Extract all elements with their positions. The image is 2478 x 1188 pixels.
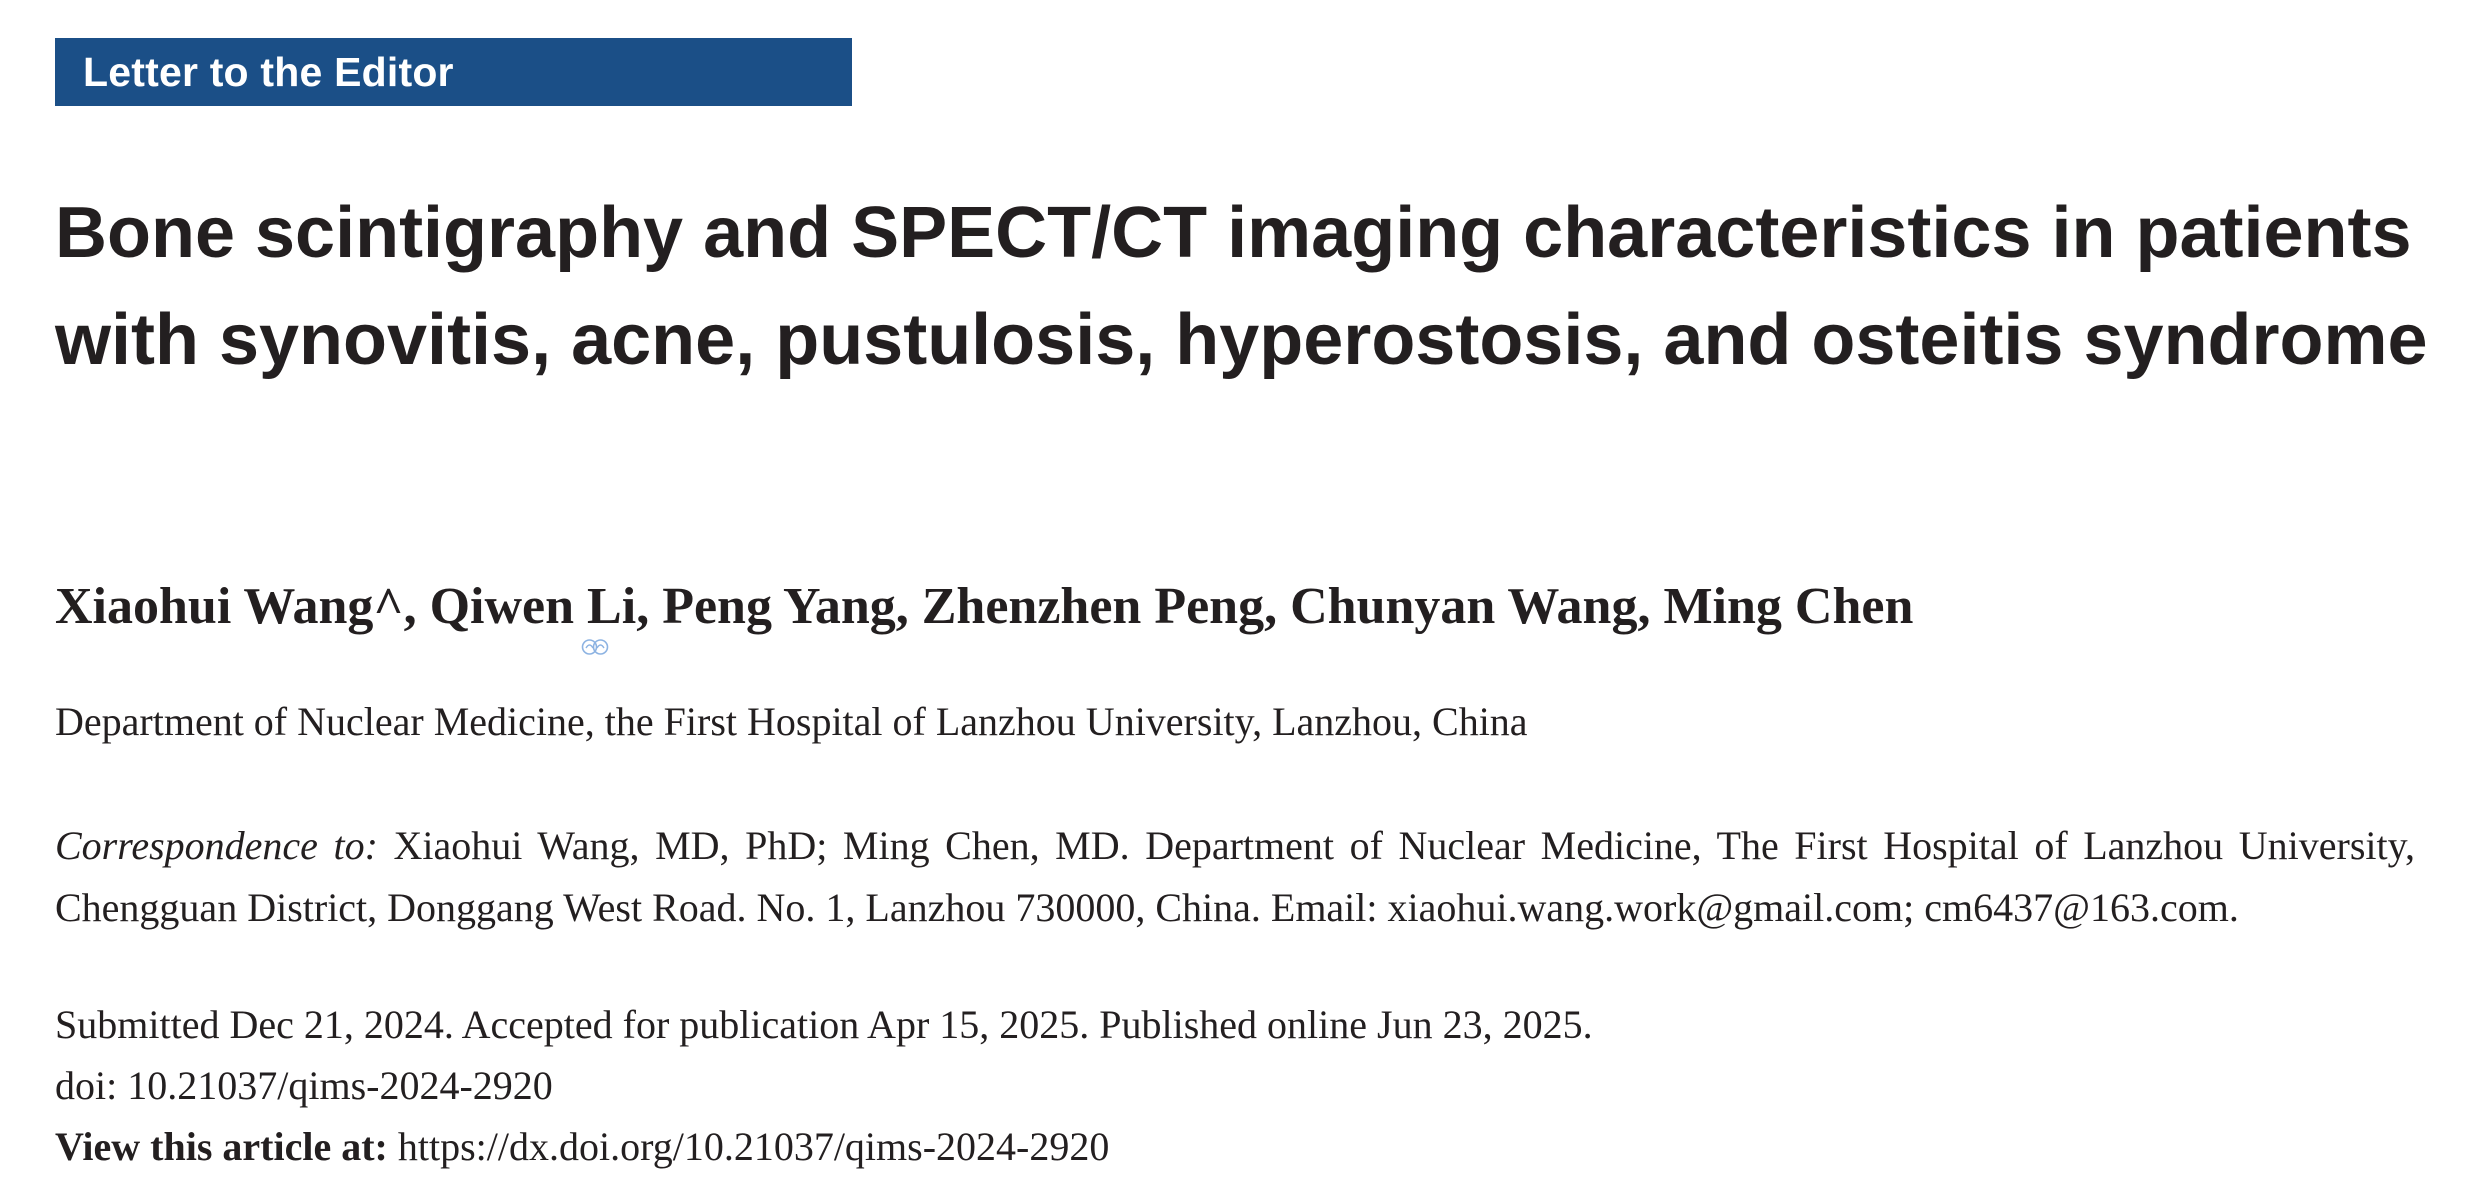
publication-dates: Submitted Dec 21, 2024. Accepted for publication Apr 15, 2025. Published online Jun 23, 2025. bbox=[55, 1002, 1593, 1047]
author-list: Xiaohui Wang^, Qiwen Li, Peng Yang, Zhenzhen Peng, Chunyan Wang, Ming Chen bbox=[55, 578, 1914, 635]
orcid-link-icon[interactable] bbox=[580, 636, 610, 658]
correspondence-label: Correspondence to: bbox=[55, 823, 378, 868]
article-type-label: Letter to the Editor bbox=[83, 48, 454, 95]
view-article-line bbox=[55, 1122, 2455, 1172]
article-title: Bone scintigraphy and SPECT/CT imaging characteristics in patients with synovitis, acne, pustulosis, hyperostosis, and osteitis syndrome bbox=[55, 193, 2428, 380]
correspondence-block bbox=[55, 815, 2415, 939]
article-type-banner bbox=[55, 38, 852, 106]
view-article-label: View this article at: bbox=[55, 1124, 388, 1169]
doi-line: doi: 10.21037/qims-2024-2920 bbox=[55, 1063, 553, 1108]
correspondence-text: Xiaohui Wang, MD, PhD; Ming Chen, MD. Department of Nuclear Medicine, The First Hospital of Lanzhou University, Chengguan District, Donggang West Road. No. 1, Lanzhou 730000, China. Email: xiaohui.wang.work@gmail.com; cm6437@163.com. bbox=[55, 823, 2416, 930]
view-article-url[interactable]: https://dx.doi.org/10.21037/qims-2024-2920 bbox=[397, 1124, 1110, 1169]
author-affiliation: Department of Nuclear Medicine, the First Hospital of Lanzhou University, Lanzhou, China bbox=[55, 699, 1528, 744]
